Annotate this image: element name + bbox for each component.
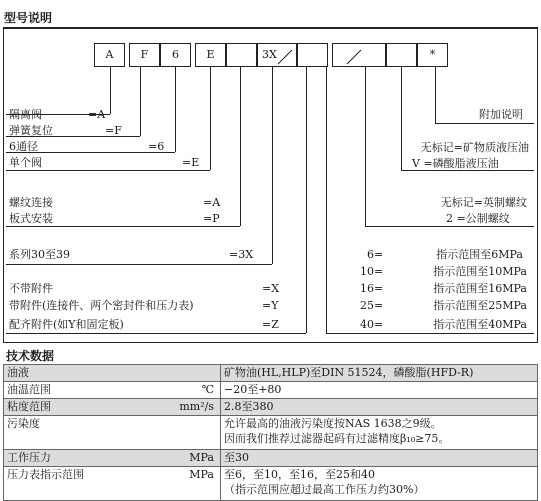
row-fluid-label: 油液 [4, 365, 221, 382]
leader-series [272, 67, 273, 264]
gauge-code-16: 16= [360, 282, 384, 295]
leader-a [110, 67, 111, 114]
row-viscosity-value: 2.8至380 [221, 399, 538, 416]
opt-spring-code: =F [105, 124, 122, 137]
opt-oil-mineral: 无标记=矿物质液压油 [420, 141, 529, 154]
leader-series-h [6, 264, 272, 265]
table-row [4, 382, 538, 399]
leader-f [140, 67, 141, 136]
row-fluid-value: 矿物油(HL,HLP)至DIN 51524，磷酸脂(HFD-R) [221, 365, 538, 382]
leader-oil-h [401, 170, 534, 171]
leader-gauge [326, 67, 327, 333]
leader-oil [401, 67, 402, 170]
opt-series-label: 系列30至39 [9, 248, 70, 261]
table-row [4, 399, 538, 416]
opt-size-code: =6 [148, 140, 165, 153]
leader-acc-h [6, 333, 306, 334]
gauge-desc-16: 指示范围至16MPa [433, 282, 527, 295]
row-contamination-value: 允许最高的油液污染度按NAS 1638之9级。 因而我们推荐过滤器起码有过滤精度β₁₀≥75。 [221, 416, 538, 450]
opt-isolation-label: 隔离阀 [9, 108, 42, 121]
opt-plate-label: 板式安装 [9, 212, 53, 225]
leader-acc [306, 67, 307, 333]
opt-plate-code: =P [203, 212, 220, 225]
table-row [4, 365, 538, 382]
opt-thread-imperial: 无标记=英制螺纹 [440, 196, 527, 209]
gauge-code-10: 10= [360, 265, 384, 278]
leader-extra-h [435, 123, 534, 124]
table-row [4, 467, 538, 501]
code-box-single: E [195, 43, 226, 67]
leader-thread [365, 67, 366, 226]
opt-thread-metric: 2 =公制螺纹 [446, 212, 510, 225]
row-pressure-value: 至30 [221, 450, 538, 467]
opt-single-code: =E [182, 156, 200, 169]
gauge-code-40: 40= [360, 318, 384, 331]
leader-conn-h [6, 226, 240, 227]
row-gauge-label: 压力表指示范围 MPa [4, 467, 221, 501]
opt-series-code: =3X [229, 248, 254, 261]
code-box-series: 3X [257, 43, 297, 67]
row-temp-label: 油温范围 ℃ [4, 382, 221, 399]
opt-spring-label: 弹簧复位 [9, 124, 53, 137]
gauge-desc-10: 指示范围至10MPa [433, 265, 527, 278]
code-box-return: F [129, 43, 160, 67]
leader-extra [435, 67, 436, 123]
opt-with-acc-code: =Y [262, 299, 279, 312]
gauge-desc-40: 指示范围至40MPa [433, 318, 527, 331]
row-viscosity-label: 粘度范围 mm²/s [4, 399, 221, 416]
opt-full-acc-label: 配齐附件(如Y和固定板) [9, 318, 124, 331]
leader-gauge-h [326, 333, 534, 334]
opt-full-acc-code: =Z [262, 318, 279, 331]
leader-conn [240, 67, 241, 226]
opt-threaded-code: =A [203, 196, 221, 209]
frame-bottom [3, 342, 538, 343]
code-box-size: 6 [160, 43, 191, 67]
opt-oil-phosphate: V =磷酸脂液压油 [412, 157, 499, 170]
row-pressure-label: 工作压力 MPa [4, 450, 221, 467]
opt-no-acc-label: 不带附件 [9, 282, 53, 295]
leader-6 [175, 67, 176, 152]
code-box-extra: * [417, 43, 448, 67]
opt-extra-label: 附加说明 [479, 108, 523, 121]
model-section-title: 型号说明 [4, 11, 53, 25]
gauge-desc-25: 指示范围至25MPa [433, 299, 527, 312]
leader-e [210, 67, 211, 170]
separator-slashes [0, 30, 541, 110]
tech-section-title: 技术数据 [6, 349, 55, 363]
table-row [4, 416, 538, 450]
opt-single-label: 单个阀 [9, 156, 42, 169]
row-contamination-label: 污染度 [4, 416, 221, 450]
opt-threaded-label: 螺纹连接 [9, 196, 53, 209]
gauge-desc-6: 指示范围至6MPa [436, 248, 523, 261]
opt-with-acc-label: 带附件(连接件、两个密封件和压力表) [9, 299, 194, 312]
row-gauge-value: 至6，至10，至16，至25和40 （指示范围应超过最高工作压力约30%） [221, 467, 538, 501]
gauge-code-6: 6= [367, 248, 384, 261]
opt-no-acc-code: =X [262, 282, 280, 295]
opt-isolation-code: =A [88, 108, 106, 121]
row-temp-value: −20至+80 [221, 382, 538, 399]
code-box-valve-type: A [94, 43, 125, 67]
leader-e-h [6, 170, 210, 171]
gauge-code-25: 25= [360, 299, 384, 312]
title-rule [3, 27, 538, 29]
tech-data-table [3, 364, 538, 501]
leader-thread-h [365, 226, 534, 227]
table-row [4, 450, 538, 467]
opt-size-label: 6通径 [9, 140, 38, 153]
